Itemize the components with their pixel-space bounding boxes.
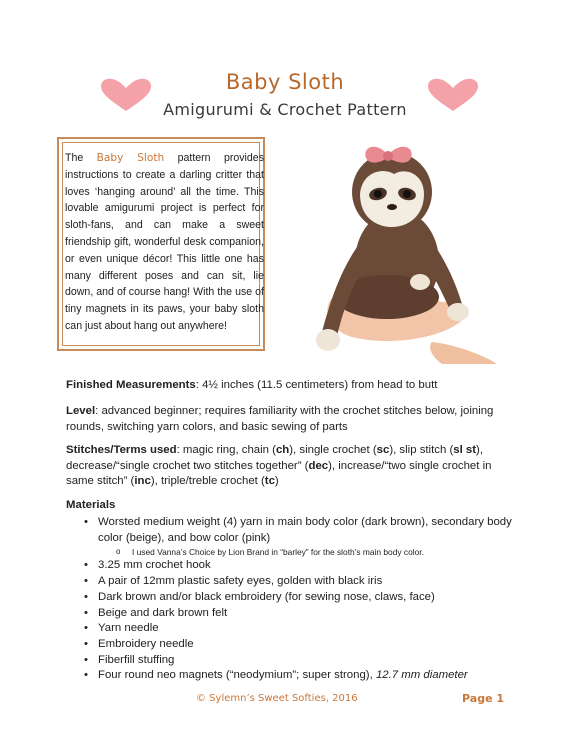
level-label: Level [66,405,96,417]
bullet-icon: • [84,575,88,588]
materials-heading: Materials [66,499,116,511]
bullet-icon: • [84,606,88,619]
level-text: : advanced beginner; requires familiarity with the crochet stitches below, joining rounds, switching yarn colors, and basic sewing of parts [66,405,494,433]
list-item [82,668,522,684]
list-item [82,574,522,590]
intro-highlight: Baby Sloth [96,152,165,164]
material-text-italic: 12.7 mm diameter [375,669,468,682]
material-text: Dark brown and/or black embroidery (for sewing nose, claws, face) [98,590,435,603]
stitches-label: Stitches/Terms used [66,444,177,456]
list-item [82,653,522,669]
intro-paragraph [65,150,264,335]
material-text: Beige and dark brown felt [98,606,228,619]
material-text: A pair of 12mm plastic safety eyes, golden with black iris [98,575,383,588]
copyright-text: © Sylemn’s Sweet Softies, 2016 [196,693,358,704]
measurements-label: Finished Measurements [66,379,196,391]
page-subtitle: Amigurumi & Crochet Pattern [163,100,407,119]
sub-bullet-icon: o [116,547,121,557]
abbr-ch: ch [275,444,290,456]
bullet-icon: • [84,559,88,572]
crochet-sloth-photo-icon [282,132,502,364]
bullet-icon: • [84,590,88,603]
material-text: Worsted medium weight (4) yarn in main body color (dark brown), secondary body color (beige), and bow color (pink) [98,516,512,544]
bullet-icon: • [84,637,88,650]
stitches-text: ) [274,475,279,488]
abbr-dec: dec [308,459,329,472]
material-text: Embroidery needle [98,637,194,650]
intro-body: pattern provides instructions to create a darling critter that loves ‘hanging around’ all the time. This lovable amigurumi project is perfect for sloth-fans, and can make a sweet friendship gift, wonderful desk companion, or even unique décor! This little one has many different poses and can sit, lie down, and of course hang! With the use of tiny magnets in its paws, your baby sloth can just about hang out anywhere! [65,152,264,332]
stitches-text: ), decrease/“single crochet two stitches together” ( [66,444,484,472]
stitches-text: ), single crochet ( [289,444,377,456]
stitches-text: : magic ring, chain ( [176,444,276,456]
stitches-text: ), increase/“two single crochet in same stitch” ( [66,459,492,488]
page-number: Page 1 [462,692,505,705]
stitches-terms [66,443,506,490]
material-text: Four round neo magnets (“neodymium”; super strong), [98,669,376,682]
list-item [82,621,522,637]
measurements-text: : 4½ inches (11.5 centimeters) from head to butt [195,379,438,391]
materials-list [82,515,522,684]
material-note: I used Vanna’s Choice by Lion Brand in “barley” for the sloth’s main body color. [132,547,424,558]
level [66,404,506,435]
abbr-sl-st: sl st [453,444,477,456]
abbr-tc: tc [264,475,275,488]
list-item [82,637,522,653]
abbr-sc: sc [376,444,390,456]
material-text: Fiberfill stuffing [98,653,175,666]
stitches-text: ), triple/treble crochet ( [150,475,265,488]
intro-prefix: The [65,152,97,164]
finished-measurements [66,378,506,394]
bullet-icon: • [84,669,88,682]
list-item [82,590,522,606]
bullet-icon: • [84,653,88,666]
material-text: Yarn needle [98,622,159,635]
bullet-icon: • [84,516,88,528]
list-sub-item [82,546,522,558]
list-item [82,558,522,574]
stitches-text: ), slip stitch ( [389,444,454,456]
list-item [82,606,522,622]
abbr-inc: inc [134,475,151,488]
material-text: 3.25 mm crochet hook [98,559,211,572]
page-title: Baby Sloth [225,70,345,94]
bullet-icon: • [84,622,88,635]
list-item [82,515,522,546]
